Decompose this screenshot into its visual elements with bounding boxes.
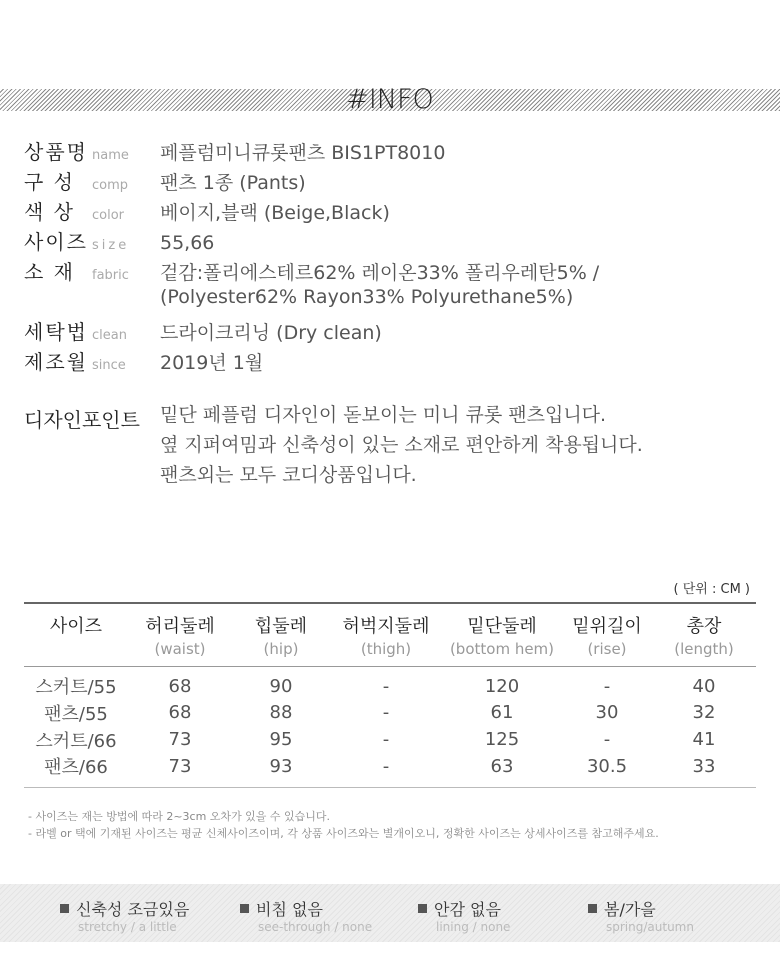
design-point xyxy=(24,404,643,490)
table-cell: - xyxy=(603,729,611,750)
spec-value: 드라이크리닝 (Dry clean) xyxy=(160,322,382,344)
spec-row-name xyxy=(24,136,599,166)
table-row xyxy=(24,753,756,788)
spec-sub-label: since xyxy=(92,358,126,373)
attribute-sub-label: see-through / none xyxy=(258,920,373,934)
table-cell: 90 xyxy=(269,675,293,697)
design-point-line: 팬츠외는 모두 코디상품입니다. xyxy=(160,464,417,486)
size-table-bottom-rule xyxy=(24,788,756,789)
size-table-header: 허벅지둘레 (thigh) xyxy=(342,616,430,658)
table-cell: 95 xyxy=(269,729,293,750)
table-cell: 68 xyxy=(168,675,192,697)
note-line: - 사이즈는 재는 방법에 따라 2~3cm 오차가 있을 수 있습니다. xyxy=(28,810,331,823)
size-table-header: 사이즈 xyxy=(49,616,103,637)
spec-sub-label: color xyxy=(92,208,125,223)
spec-value: 페플럼미니큐롯팬츠 BIS1PT8010 xyxy=(160,142,446,164)
table-cell: - xyxy=(382,755,390,777)
design-point-label: 디자인포인트 xyxy=(24,408,140,432)
table-cell: 88 xyxy=(269,702,293,723)
table-cell: - xyxy=(603,675,611,697)
size-table xyxy=(24,602,756,789)
size-table-header: 총장 (length) xyxy=(674,616,734,658)
bullet-square-icon xyxy=(60,904,69,913)
spec-value: 55,66 xyxy=(160,232,215,254)
design-point-text xyxy=(160,400,643,490)
table-cell: 30 xyxy=(595,702,619,723)
table-cell: 93 xyxy=(269,755,293,777)
table-cell: 73 xyxy=(168,755,192,777)
attribute-label: 비침 없음 xyxy=(256,900,323,919)
attribute-lining xyxy=(418,897,510,934)
spec-label: 세탁법 xyxy=(24,320,88,344)
attribute-sub-label: lining / none xyxy=(436,920,511,934)
spec-label: 제조월 xyxy=(24,350,88,374)
attribute-label: 안감 없음 xyxy=(434,900,501,919)
size-table-header: 밑단둘레 (bottom hem) xyxy=(449,616,555,658)
size-table-header: 허리둘레 (waist) xyxy=(145,616,215,658)
bullet-square-icon xyxy=(418,904,427,913)
table-cell: 30.5 xyxy=(586,755,628,777)
size-table-header-row xyxy=(24,603,756,667)
spec-label: 구 성 xyxy=(24,170,75,194)
spec-list xyxy=(24,136,599,376)
attribute-sub-label: stretchy / a little xyxy=(78,920,177,934)
spec-sub-label: size xyxy=(92,238,130,253)
table-cell: 125 xyxy=(484,729,520,750)
attribute-label: 신축성 조금있음 xyxy=(76,900,190,919)
table-cell: 스커트/55 xyxy=(35,677,117,698)
attribute-seethrough xyxy=(240,897,372,934)
table-cell: 120 xyxy=(484,675,520,697)
spec-value: 2019년 1월 xyxy=(160,352,264,374)
table-cell: 팬츠/55 xyxy=(44,703,108,725)
attribute-stretch xyxy=(60,897,189,934)
spec-row-since xyxy=(24,346,599,376)
spec-row-size xyxy=(24,226,599,256)
spec-value: (Polyester62% Rayon33% Polyurethane5%) xyxy=(160,286,574,308)
spec-label: 사이즈 xyxy=(24,230,88,254)
info-title: #INFO xyxy=(346,84,434,115)
spec-label: 소 재 xyxy=(24,260,75,284)
attribute-season xyxy=(588,897,694,934)
table-row xyxy=(24,699,756,726)
table-cell: 32 xyxy=(692,702,716,723)
bullet-square-icon xyxy=(588,904,597,913)
table-cell: - xyxy=(382,702,390,723)
spec-sub-label: comp xyxy=(92,178,129,193)
attribute-sub-label: spring/autumn xyxy=(606,920,694,934)
spec-row-fabric xyxy=(24,256,599,286)
spec-sub-label: fabric xyxy=(92,268,129,283)
table-cell: 33 xyxy=(692,755,716,777)
spec-value: 팬츠 1종 (Pants) xyxy=(160,172,306,194)
size-unit-label: ( 단위 : CM ) xyxy=(673,582,750,597)
spec-row-comp xyxy=(24,166,599,196)
spec-row-color xyxy=(24,196,599,226)
table-row xyxy=(24,726,756,753)
design-point-line: 옆 지퍼여밈과 신축성이 있는 소재로 편안하게 착용됩니다. xyxy=(160,434,643,456)
spec-label: 상품명 xyxy=(24,140,88,164)
attribute-label: 봄/가을 xyxy=(604,900,656,919)
spec-row-clean xyxy=(24,316,599,346)
table-cell: 73 xyxy=(168,729,192,750)
size-notes xyxy=(28,808,659,842)
spec-value: 베이지,블랙 (Beige,Black) xyxy=(160,202,390,224)
table-row xyxy=(24,667,756,700)
table-cell: 팬츠/66 xyxy=(44,757,108,778)
size-table-header: 밑위길이 (rise) xyxy=(572,616,642,658)
table-cell: 스커트/66 xyxy=(35,730,117,752)
table-cell: - xyxy=(382,675,390,697)
table-cell: 61 xyxy=(490,702,514,723)
table-cell: 40 xyxy=(692,675,716,697)
spec-sub-label: clean xyxy=(92,328,127,343)
table-cell: 63 xyxy=(490,755,514,777)
bullet-square-icon xyxy=(240,904,249,913)
spec-sub-label: name xyxy=(92,148,129,163)
table-cell: 68 xyxy=(168,702,192,723)
spec-value: 겉감:폴리에스테르62% 레이온33% 폴리우레탄5% / xyxy=(160,262,600,284)
table-cell: - xyxy=(382,729,390,750)
spec-label: 색 상 xyxy=(24,200,75,224)
spec-row-fabric-en xyxy=(24,286,599,316)
design-point-line: 밑단 페플럼 디자인이 돋보이는 미니 큐롯 팬츠입니다. xyxy=(160,404,607,426)
note-line: - 라벨 or 택에 기재된 사이즈는 평균 신체사이즈이며, 각 상품 사이즈와는 별개이오니, 정확한 사이즈는 상세사이즈를 참고해주세요. xyxy=(28,827,659,840)
size-table-header: 힙둘레 (hip) xyxy=(254,616,308,658)
table-cell: 41 xyxy=(692,729,716,750)
